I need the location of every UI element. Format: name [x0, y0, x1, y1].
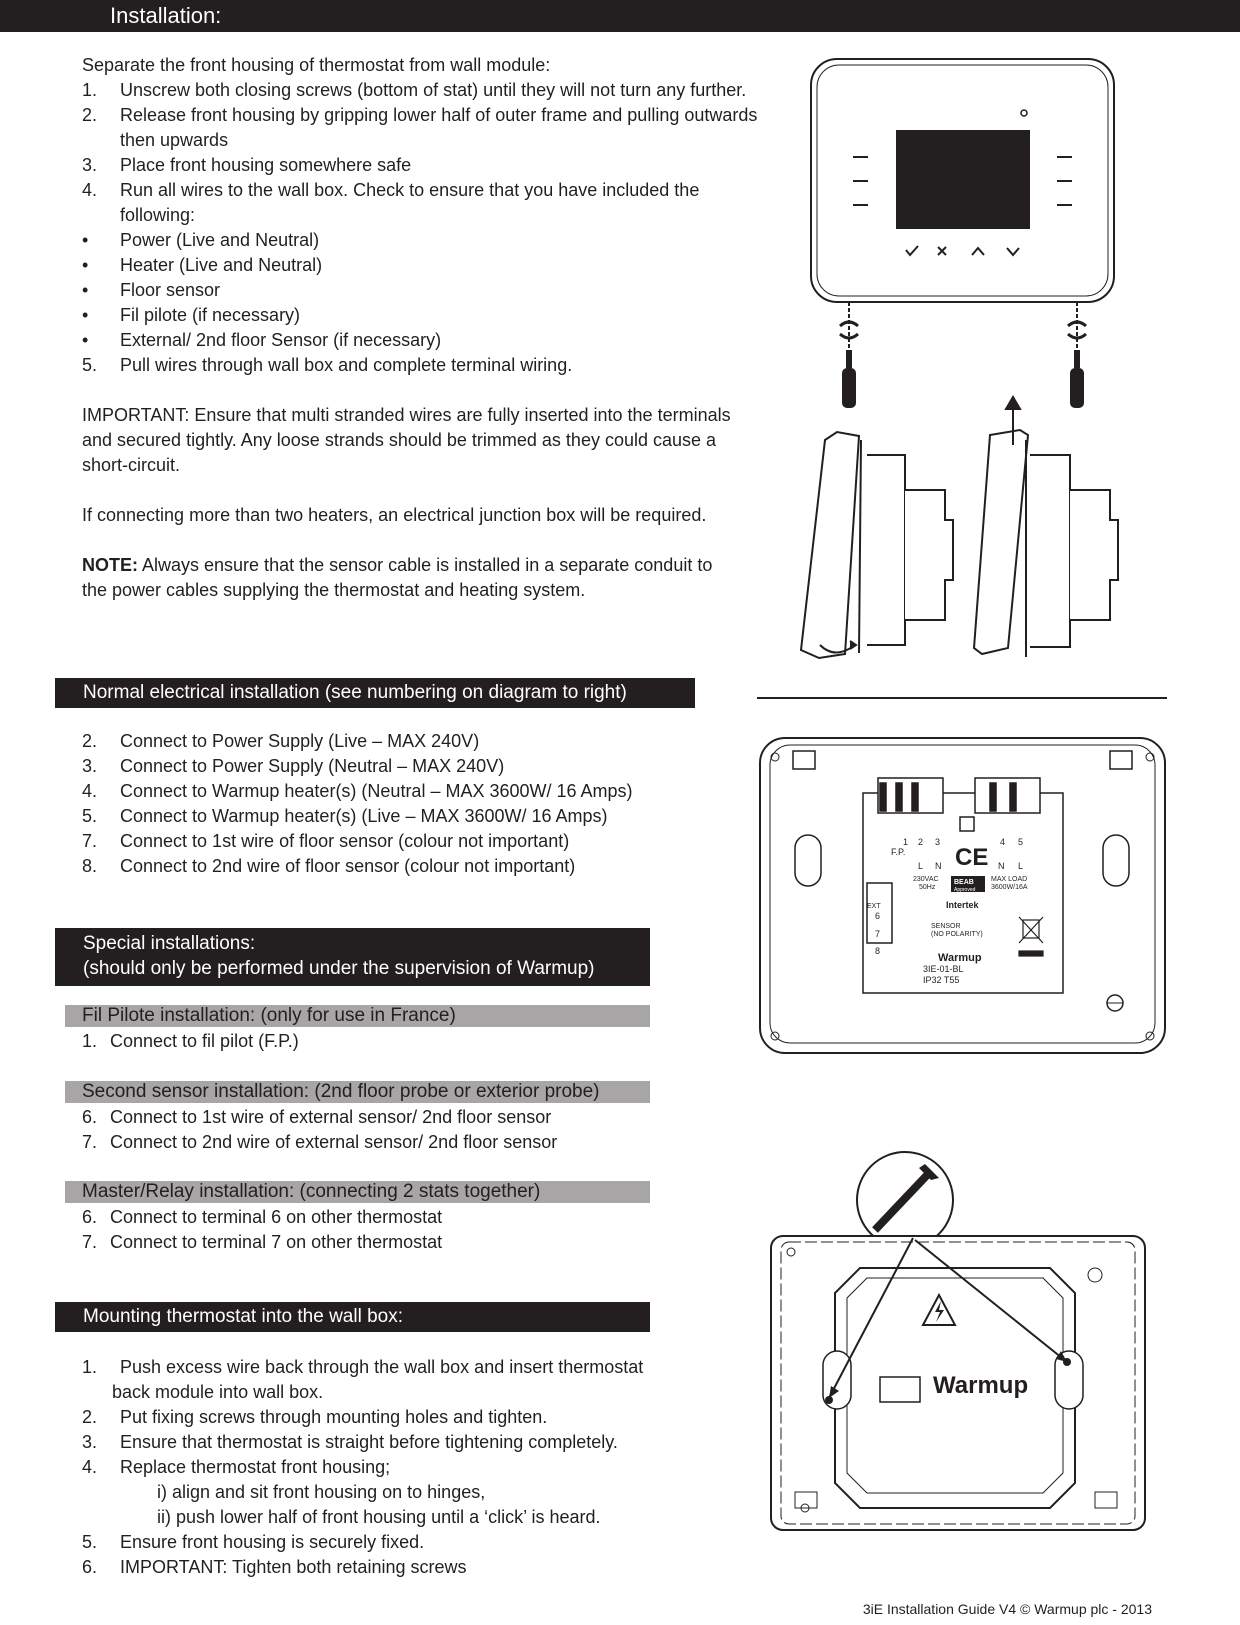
list-item-text: Connect to terminal 6 on other thermostat [110, 1207, 443, 1227]
list-item-text: Unscrew both closing screws (bottom of stat) until they will not turn any further. [120, 80, 747, 100]
thermostat-front-diagram [790, 50, 1135, 415]
normal-installation-header [55, 678, 695, 708]
special-title-line1: Special installations: [83, 933, 256, 954]
master-relay-title: Master/Relay installation: (connecting 2 stats together) [82, 1181, 541, 1202]
list-item-text: Ensure front housing is securely fixed. [120, 1532, 425, 1552]
master-relay-header [65, 1181, 650, 1203]
page-title: Installation: [110, 3, 222, 28]
list-item [82, 1029, 642, 1054]
terminal-1-label: 1 [903, 837, 909, 847]
terminal-4-label: 4 [1000, 837, 1006, 847]
junction-paragraph: If connecting more than two heaters, an electrical junction box will be required. [82, 505, 707, 525]
section-divider [757, 697, 1167, 699]
list-item-text: back module into wall box. [112, 1382, 324, 1402]
list-item-number: 6. [82, 1557, 98, 1577]
terminal-plate-diagram [755, 733, 1170, 1058]
list-item [82, 1530, 722, 1555]
list-item-text: Push excess wire back through the wall box and insert thermostat [120, 1357, 644, 1377]
list-item-text: Put fixing screws through mounting holes and tighten. [120, 1407, 548, 1427]
list-item-text: Connect to terminal 7 on other thermostat [110, 1232, 443, 1252]
list-item-text: Connect to 1st wire of external sensor/ 2nd floor sensor [110, 1107, 552, 1127]
list-item-number: 2. [82, 1407, 98, 1427]
terminal-6-label: 6 [875, 911, 881, 921]
list-item-number: 6. [82, 1207, 98, 1227]
list-item-number: 5. [82, 1532, 98, 1552]
list-item-text: ii) push lower half of front housing until a ‘click’ is heard. [157, 1507, 601, 1527]
list-item [82, 1455, 722, 1480]
intro-section [82, 53, 772, 603]
terminal-2-label: 2 [918, 837, 924, 847]
terminal-3-label: 3 [935, 837, 941, 847]
special-title-line2: (should only be performed under the supervision of Warmup) [83, 958, 595, 979]
terminal-7-label: 7 [875, 929, 881, 939]
list-item [82, 278, 772, 303]
list-item-number: • [82, 305, 89, 325]
brand-label: Warmup [938, 952, 982, 964]
list-item-number: • [82, 230, 89, 250]
intro-lead: Separate the front housing of thermostat from wall module: [82, 55, 551, 75]
mounting-title: Mounting thermostat into the wall box: [83, 1306, 404, 1327]
rating-label: 3600W/16A [991, 884, 1028, 891]
list-item [82, 1555, 722, 1580]
fil-pilote-steps [82, 1029, 642, 1054]
ext-label: EXT [867, 903, 881, 910]
screwdriver-icon [1068, 302, 1086, 408]
side-view-diagram [795, 395, 1135, 665]
list-item [82, 829, 722, 854]
fil-pilote-header [65, 1005, 650, 1027]
note-text: Always ensure that the sensor cable is installed in a separate conduit to the power cables supplying the thermostat and heating system. [82, 555, 713, 600]
l1-label: L [918, 861, 924, 871]
list-item-text: Connect to Warmup heater(s) (Live – MAX 3600W/ 16 Amps) [120, 806, 608, 826]
n2-label: N [998, 861, 1005, 871]
list-item [82, 103, 772, 153]
wall-box-diagram [765, 1140, 1165, 1540]
list-item [82, 1505, 722, 1530]
list-item [82, 1105, 642, 1130]
list-item-text: Ensure that thermostat is straight before tightening completely. [120, 1432, 618, 1452]
list-item-text: Connect to 1st wire of floor sensor (colour not important) [120, 831, 570, 851]
l2-label: L [1018, 861, 1024, 871]
screwdriver-icon [840, 302, 858, 408]
list-item-number: • [82, 255, 89, 275]
intertek-label: Intertek [946, 900, 979, 910]
important-paragraph: IMPORTANT: Ensure that multi stranded wires are fully inserted into the terminals and secured tightly. Any loose strands should be trimmed as they could cause a short-circuit. [82, 405, 731, 475]
voltage-label: 230VAC [913, 876, 939, 883]
wall-box-brand-label: Warmup [933, 1372, 1029, 1399]
master-relay-steps [82, 1205, 642, 1255]
list-item-number: 1. [82, 1031, 98, 1051]
list-item [82, 1430, 722, 1455]
list-item-text: Run all wires to the wall box. Check to ensure that you have included the following: [120, 180, 700, 225]
list-item-number: 1. [82, 1357, 98, 1377]
note-paragraph [82, 553, 742, 603]
second-sensor-steps [82, 1105, 642, 1155]
list-item-number: 5. [82, 355, 98, 375]
list-item-number: 4. [82, 180, 98, 200]
normal-installation-title: Normal electrical installation (see numbering on diagram to right) [83, 682, 627, 703]
list-item-number: • [82, 330, 89, 350]
fp-label: F.P. [891, 847, 906, 857]
list-item-text: Replace thermostat front housing; [120, 1457, 391, 1477]
special-installations-header [55, 928, 650, 986]
list-item [82, 1205, 642, 1230]
list-item-text: External/ 2nd floor Sensor (if necessary) [120, 330, 442, 350]
list-item [82, 78, 772, 103]
terminal-5-label: 5 [1018, 837, 1024, 847]
list-item-number: 8. [82, 856, 98, 876]
list-item-text: Connect to fil pilot (F.P.) [110, 1031, 299, 1051]
list-item-number: 7. [82, 831, 98, 851]
list-item-text: Fil pilote (if necessary) [120, 305, 301, 325]
list-item-text: Place front housing somewhere safe [120, 155, 412, 175]
beab-approved-label: Approved [954, 887, 976, 893]
mounting-steps-list [82, 1355, 722, 1580]
list-item [82, 1405, 722, 1430]
list-item [82, 729, 722, 754]
list-item-text: Floor sensor [120, 280, 221, 300]
list-item-text: Connect to Warmup heater(s) (Neutral – MAX 3600W/ 16 Amps) [120, 781, 633, 801]
list-item [82, 303, 772, 328]
list-item-number: 6. [82, 1107, 98, 1127]
list-item-number: 4. [82, 1457, 98, 1477]
list-item [82, 228, 772, 253]
list-item-number: 3. [82, 1432, 98, 1452]
list-item [82, 1480, 722, 1505]
list-item-number: 2. [82, 731, 98, 751]
list-item-number: 4. [82, 781, 98, 801]
normal-steps-list [82, 729, 722, 879]
list-item-number: 3. [82, 756, 98, 776]
sensor-label: SENSOR [931, 923, 961, 930]
list-item [82, 153, 772, 178]
beab-label: BEAB [954, 879, 974, 886]
list-item-text: Connect to 2nd wire of external sensor/ 2nd floor sensor [110, 1132, 558, 1152]
fil-pilote-title: Fil Pilote installation: (only for use in France) [82, 1005, 456, 1026]
list-item-text: Connect to Power Supply (Neutral – MAX 240V) [120, 756, 505, 776]
list-item-text: i) align and sit front housing on to hinges, [157, 1482, 486, 1502]
ip-rating-label: IP32 T55 [923, 975, 960, 985]
page-footer: 3iE Installation Guide V4 © Warmup plc - 2013 [862, 1601, 1152, 1617]
list-item [82, 804, 722, 829]
list-item [82, 178, 772, 228]
list-item-text: Connect to 2nd wire of floor sensor (colour not important) [120, 856, 576, 876]
second-sensor-title: Second sensor installation: (2nd floor probe or exterior probe) [82, 1081, 600, 1102]
list-item-number: 2. [82, 105, 98, 125]
list-item-number: 7. [82, 1232, 98, 1252]
list-item-text: Release front housing by gripping lower half of outer frame and pulling outwards then upwards [120, 105, 758, 150]
n1-label: N [935, 861, 942, 871]
list-item-text: Heater (Live and Neutral) [120, 255, 323, 275]
list-item-text: Power (Live and Neutral) [120, 230, 320, 250]
intro-steps-list [82, 78, 772, 378]
model-label: 3IE-01-BL [923, 964, 964, 974]
no-polarity-label: (NO POLARITY) [931, 931, 983, 938]
max-load-label: MAX LOAD [991, 876, 1028, 883]
list-item [82, 754, 722, 779]
list-item-text: Pull wires through wall box and complete terminal wiring. [120, 355, 573, 375]
list-item [82, 253, 772, 278]
list-item-number: 7. [82, 1132, 98, 1152]
list-item [82, 1380, 722, 1405]
terminal-8-label: 8 [875, 946, 881, 956]
ce-mark: CE [955, 844, 989, 871]
page-header [0, 0, 1240, 32]
list-item [82, 353, 772, 378]
list-item [82, 328, 772, 353]
list-item-number: 5. [82, 806, 98, 826]
list-item-text: Connect to Power Supply (Live – MAX 240V) [120, 731, 480, 751]
list-item [82, 854, 722, 879]
list-item-text: IMPORTANT: Tighten both retaining screws [120, 1557, 467, 1577]
second-sensor-header [65, 1081, 650, 1103]
list-item [82, 1355, 722, 1380]
list-item-number: 1. [82, 80, 98, 100]
list-item-number: • [82, 280, 89, 300]
list-item [82, 1130, 642, 1155]
frequency-label: 50Hz [919, 884, 936, 891]
list-item [82, 1230, 642, 1255]
list-item [82, 779, 722, 804]
list-item-number: 3. [82, 155, 98, 175]
mounting-header [55, 1302, 650, 1332]
note-label: NOTE: [82, 555, 138, 575]
